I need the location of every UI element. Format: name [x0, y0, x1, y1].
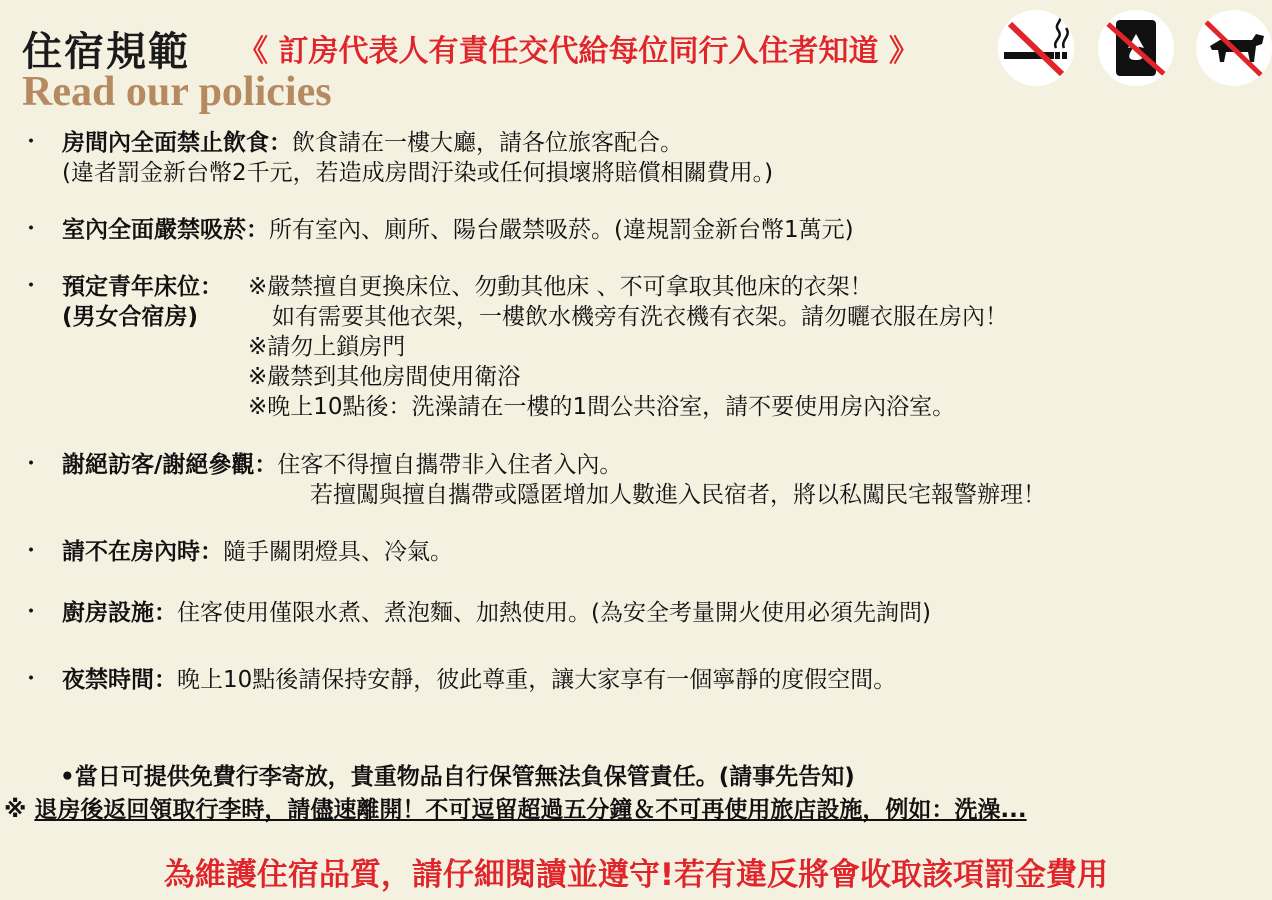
bullet: ・: [20, 452, 43, 477]
no-pets-icon: [1196, 10, 1272, 86]
bullet: ・: [20, 130, 43, 155]
policy-text: 所有室內、廁所、陽台嚴禁吸菸。(違規罰金新台幣1萬元): [269, 217, 854, 243]
reference-mark: ※: [4, 797, 27, 823]
policy-quiet-hours: [0, 665, 1272, 695]
bullet: ・: [20, 274, 43, 299]
policy-no-food: [0, 128, 1272, 190]
policy-no-visitors: [0, 450, 1272, 512]
policy-text-line4: ※嚴禁到其他房間使用衛浴: [248, 364, 521, 390]
bullet: ・: [20, 217, 43, 242]
policy-label: 廚房設施：: [62, 600, 177, 626]
policy-kitchen: [0, 598, 1272, 628]
booking-notice: 《 訂房代表人有責任交代給每位同行入住者知道 》: [238, 34, 919, 69]
luggage-note: •當日可提供免費行李寄放，貴重物品自行保管無法負保管責任。(請事先告知): [60, 764, 855, 790]
page-title: 住宿規範: [22, 29, 190, 75]
policy-label: 房間內全面禁止飲食：: [62, 130, 292, 156]
closing-warning: 為維護住宿品質，請仔細閱讀並遵守!若有違反將會收取該項罰金費用: [163, 857, 1109, 893]
no-gambling-icon: [1098, 10, 1174, 86]
bullet: ・: [20, 539, 43, 564]
checkout-note: [4, 791, 1027, 824]
policy-lights-off: [0, 537, 1272, 567]
policy-text-line2: 如有需要其他衣架，一樓飲水機旁有洗衣機有衣架。請勿曬衣服在房內！: [272, 304, 1008, 330]
page-subtitle: Read our policies: [22, 69, 332, 115]
policy-text: 晚上10點後請保持安靜，彼此尊重，讓大家享有一個寧靜的度假空間。: [177, 667, 897, 693]
policy-text-line2: (違者罰金新台幣2千元，若造成房間汙染或任何損壞將賠償相關費用。): [62, 160, 774, 186]
policy-text-line5: ※晚上10點後：洗澡請在一樓的1間公共浴室，請不要使用房內浴室。: [248, 394, 956, 420]
policy-text-line2: 若擅闖與擅自攜帶或隱匿增加人數進入民宿者，將以私闖民宅報警辦理！: [310, 482, 1046, 508]
policy-dorm-beds: [0, 272, 1272, 424]
policy-text: 飲食請在一樓大廳，請各位旅客配合。: [292, 130, 683, 156]
policy-label: 預定青年床位：: [62, 274, 223, 300]
policy-no-smoking: [0, 215, 1272, 245]
policy-label: 夜禁時間：: [62, 667, 177, 693]
policy-text: 住客不得擅自攜帶非入住者入內。: [277, 452, 623, 478]
policy-text: 住客使用僅限水煮、煮泡麵、加熱使用。(為安全考量開火使用必須先詢問): [177, 600, 931, 626]
policy-label: 室內全面嚴禁吸菸：: [62, 217, 269, 243]
policy-label: 謝絕訪客/謝絕參觀：: [62, 452, 278, 478]
no-smoking-icon: [998, 10, 1074, 86]
policy-text-line1: ※嚴禁擅自更換床位、勿動其他床 、不可拿取其他床的衣架！: [248, 274, 873, 300]
bullet: ・: [20, 667, 43, 692]
policy-text: 隨手關閉燈具、冷氣。: [223, 539, 453, 565]
bullet: ・: [20, 600, 43, 625]
checkout-text: 退房後返回領取行李時，請儘速離開！不可逗留超過五分鐘＆不可再使用旅店設施，例如：洗澡...: [34, 797, 1027, 823]
policy-label: 請不在房內時：: [62, 539, 223, 565]
policy-label-sub: (男女合宿房): [62, 304, 199, 330]
policy-text-line3: ※請勿上鎖房門: [248, 334, 406, 360]
